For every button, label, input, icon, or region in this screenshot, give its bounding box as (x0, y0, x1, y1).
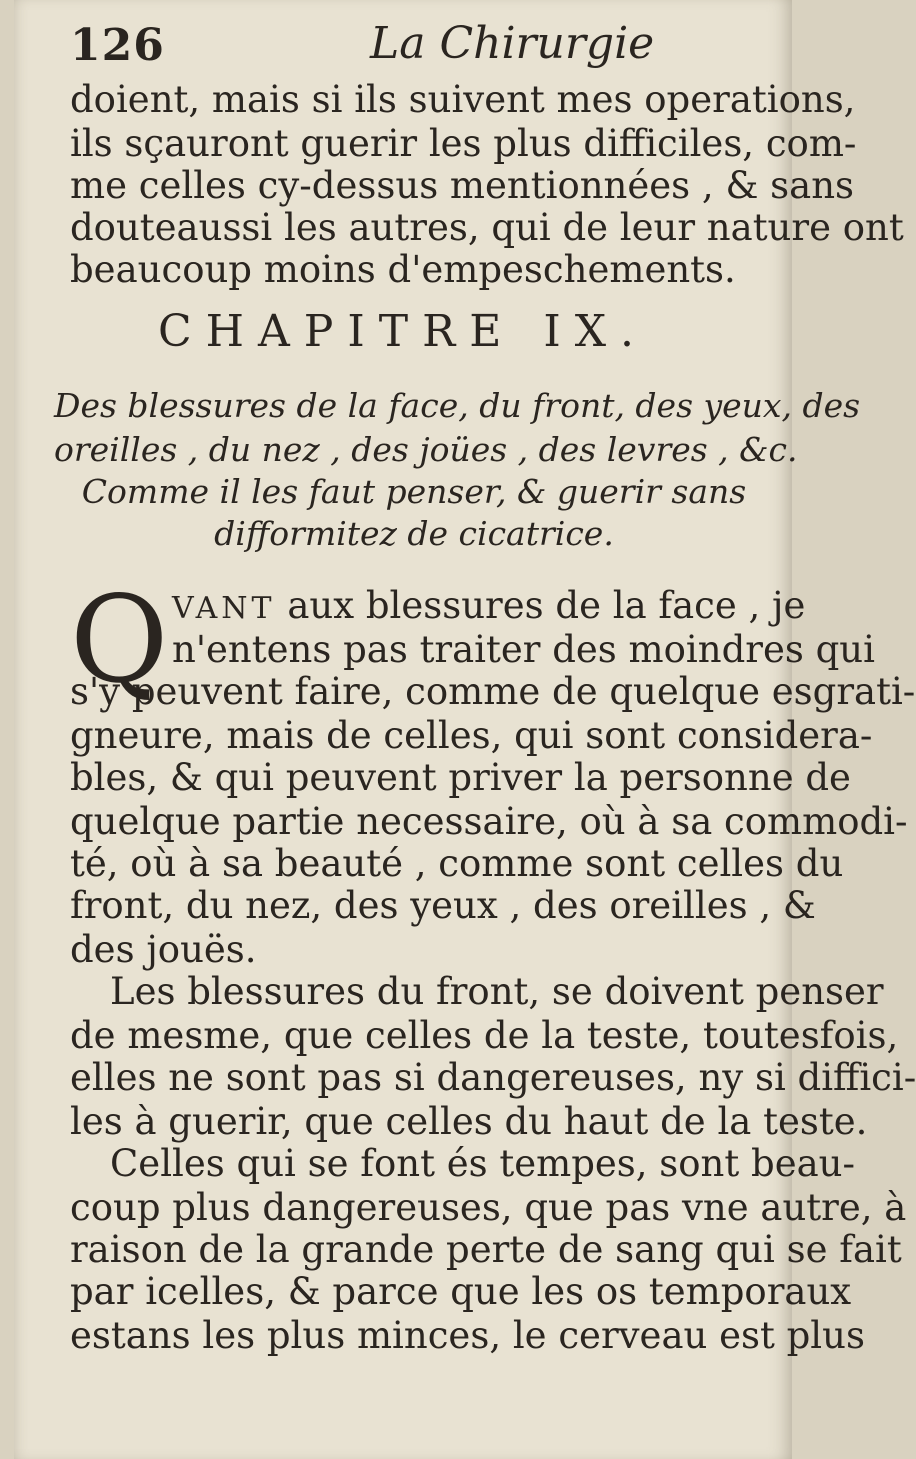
text-line: des jouës. (70, 928, 257, 971)
running-title: La Chirurgie (370, 18, 655, 69)
text-line: de mesme, que celles de la teste, toutesfois, (70, 1014, 899, 1057)
text-line: té, où à sa beauté , comme sont celles du (70, 842, 844, 885)
text-line: elles ne sont pas si dangereuses, ny si diffici- (70, 1056, 916, 1099)
text-line: s'y peuvent faire, comme de quelque esgrati- (70, 670, 916, 713)
text-line: par icelles, & parce que les os temporaux (70, 1270, 852, 1313)
text-line: n'entens pas traiter des moindres qui (172, 628, 875, 671)
chapter-subtitle-line: oreilles , du nez , des joües , des levres , &c. (54, 430, 798, 469)
text-line: doient, mais si ils suivent mes operations, (70, 78, 856, 121)
text-span: aux blessures de la face , je (275, 584, 806, 627)
text-line: les à guerir, que celles du haut de la teste. (70, 1100, 868, 1143)
chapter-subtitle-line: difformitez de cicatrice. (214, 514, 614, 553)
text-line: Celles qui se font és tempes, sont beau- (110, 1142, 855, 1185)
text-line: gneure, mais de celles, qui sont considera- (70, 714, 873, 757)
text-line: raison de la grande perte de sang qui se fait (70, 1228, 902, 1271)
running-header (70, 14, 770, 72)
text-line: bles, & qui peuvent priver la personne de (70, 756, 851, 799)
text-line: quelque partie necessaire, où à sa commodi- (70, 800, 908, 843)
text-line: douteaussi les autres, qui de leur nature ont (70, 206, 904, 249)
page-number: 126 (70, 20, 165, 71)
text-line: estans les plus minces, le cerveau est plus (70, 1314, 865, 1357)
text-line: coup plus dangereuses, que pas vne autre, à (70, 1186, 907, 1229)
text-line: ils sçauront guerir les plus difficiles, com- (70, 122, 857, 165)
smallcaps-word: VANT (172, 591, 276, 626)
text-line: Les blessures du front, se doivent penser (110, 970, 884, 1013)
text-line: front, du nez, des yeux , des oreilles , & (70, 884, 816, 927)
text-line (172, 584, 806, 631)
text-line: me celles cy-dessus mentionnées , & sans (70, 164, 855, 207)
chapter-subtitle-line: Comme il les faut penser, & guerir sans (81, 472, 747, 511)
drop-cap: Q (70, 571, 169, 710)
chapter-title: CHAPITRE IX. (157, 306, 649, 357)
chapter-subtitle-line: Des blessures de la face, du front, des yeux, des (54, 386, 861, 425)
text-line: beaucoup moins d'empeschements. (70, 248, 736, 291)
book-page (14, 0, 916, 1459)
